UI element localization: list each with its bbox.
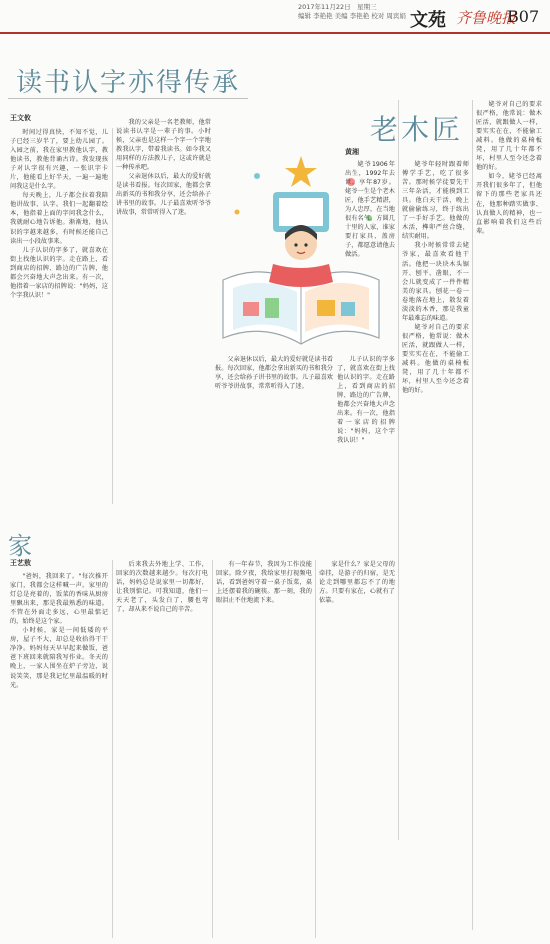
article-paragraph: 姥爷对自己的要求很严格，他常说：做木匠活，就跟做人一样，要实实在在，不能偷工减料。他做的桌椅板凳，用了几十年都不坏，村里人至今还念着他的好。: [402, 323, 469, 395]
article-paragraph: 后来我去外地上学、工作，回家的次数越来越少。每次打电话，妈妈总是说家里一切都好，让我别惦记。可我知道，他们一天天老了，头发白了，腰也弯了，却从来不说自己的辛苦。: [116, 561, 208, 614]
article-paragraph: 儿子认识的字多了，就喜欢在街上找他认识的字。走在路上，看到商店的招牌、路边的广告牌，他都会兴奋地大声念出来。有一次，他指着一家店的招牌说："妈妈，这个字我认识！": [337, 356, 395, 445]
article-author: 黄湘: [345, 148, 359, 156]
article-title: 读书认字亦得传承: [16, 68, 241, 98]
column-divider: [398, 100, 399, 840]
article-paragraph: 家是什么？家是父母的牵挂，是游子的归宿，是无论走到哪里都忘不了的地方。只要有家在，心就有了依靠。: [319, 561, 395, 605]
article-paragraph: "爸妈，我回来了。"每次推开家门，我都会这样喊一声。家里的灯总是亮着的，饭菜的香味从厨房里飘出来，那是我最熟悉的味道。不管在外面走多远，心里最惦记的，始终是这个家。: [10, 573, 108, 626]
article-paragraph: 儿子认识的字多了，就喜欢在街上找他认识的字。走在路上，看到商店的招牌、路边的广告牌，他都会兴奋地大声念出来。有一次，他指着一家店的招牌说："妈妈，这个字我认识！": [10, 246, 108, 299]
article-paragraph: 我小时候常常去姥爷家，最喜欢看他干活。他把一块块木头锯开、刨平、凿眼，不一会儿就变成了一件件精美的家具。刨花一卷一卷地落在地上，散发着淡淡的木香，那是我童年最难忘的味道。: [402, 242, 469, 322]
article-paragraph: 有一年春节，我因为工作没能回家。除夕夜，我给家里打视频电话，看到爸妈守着一桌子饭菜，桌上还摆着我的碗筷。那一刻，我的眼泪止不住地流下来。: [216, 561, 312, 605]
newspaper-logo: 齐鲁晚报: [456, 9, 517, 27]
article-column: [116, 560, 208, 938]
article-column: [10, 572, 108, 938]
article-column: [116, 118, 211, 504]
article-paragraph: 姥爷年轻时跟着师傅学手艺，吃了很多苦。那时候学徒要先干三年杂活，才能摸到工具。他白天干活，晚上就偷偷练习，终于练出了一手好手艺。他做的木活，榫卯严丝合缝，结实耐用。: [402, 161, 469, 241]
header-rule: [0, 32, 550, 34]
article-paragraph: 姥爷对自己的要求很严格，他常说：做木匠活，就跟做人一样，要实实在在，不能偷工减料。他做的桌椅板凳，用了几十年都不坏，村里人至今还念着他的好。: [476, 101, 542, 172]
article-paragraph: 每天晚上，儿子都会拉着我陪他讲故事、认字。我们一起翻着绘本，他指着上面的字问我念什么，我就耐心地告诉他。渐渐地，他认识的字越来越多，有时候还能自己读出一小段故事来。: [10, 192, 108, 245]
column-divider: [112, 560, 113, 938]
section-name: 文苑: [410, 10, 446, 31]
article-column: [319, 560, 395, 938]
column-divider: [212, 560, 213, 938]
title-rule: [8, 98, 248, 99]
article-paragraph: 我的父亲是一名老教师，他常说读书认字是一辈子的事。小时候，父亲也是这样一个字一个字地教我认字，带着我读书。如今我又用同样的方法教儿子，这或许就是一种传承吧。: [116, 119, 211, 172]
article-column: [216, 560, 312, 938]
page-header: [0, 0, 550, 32]
article-paragraph: 姥爷1906年出生，1992年去世，享年87岁。姥爷一生是个老木匠，他手艺精湛，为人忠厚，在当地很有名气。方圆几十里的人家，谁家要打家具、盖房子，都愿意请他去做活。: [345, 161, 395, 259]
column-divider: [472, 100, 473, 930]
header-proofreader: 校对 周宾娟: [371, 12, 406, 20]
article-column: [345, 160, 395, 350]
article-author: 王艺敖: [10, 559, 31, 567]
header-editor: 编辑 李艳艳: [298, 12, 333, 20]
column-divider: [315, 560, 316, 938]
page-number: B07: [507, 7, 540, 26]
article-paragraph: 如今，姥爷已经离开我们很多年了，但他留下的那些老家具还在，他那种踏实做事、认真做人的精神，也一直影响着我们这些后辈。: [476, 173, 542, 235]
article-paragraph: 时间过得真快，不知不觉，儿子已经三岁半了，要上幼儿园了。入园之前，我在家里教他认字，教他读书，教他背诵古诗。我发现孩子对认字很有兴趣，一张识字卡片，他能看上好半天，一遍一遍地问我这是什么字。: [10, 129, 108, 191]
article-paragraph: 父亲退休以后，最大的爱好就是读书看报。每次回家，他都会拿出新买的书和我分享，还会给孙子讲书里的故事。儿子最喜欢听爷爷讲故事，常常听得入了迷。: [215, 356, 333, 391]
article-column: [215, 355, 333, 505]
header-date: 2017年11月22日 星期三: [298, 3, 377, 11]
column-divider: [112, 128, 113, 504]
header-meta: [298, 3, 406, 21]
article-title: 家: [8, 532, 32, 560]
article-paragraph: 父亲退休以后，最大的爱好就是读书看报。每次回家，他都会拿出新买的书和我分享，还会给孙子讲书里的故事。儿子最喜欢听爷爷讲故事，常常听得入了迷。: [116, 173, 211, 217]
article-column: [402, 160, 469, 930]
header-designer: 美编 李艳艳: [334, 12, 370, 20]
article-column: [337, 355, 395, 505]
article-author: 王文攸: [10, 114, 31, 122]
article-title: 老木匠: [370, 113, 464, 146]
article-column: [10, 128, 108, 504]
article-column: [476, 100, 542, 930]
article-paragraph: 小时候，家是一间低矮的平房，屋子不大，却总是收拾得干干净净。妈妈每天早早起来做饭，爸爸下班回来就陪我写作业。冬天的晚上，一家人围坐在炉子旁边，说说笑笑，那是我记忆里最温暖的时光。: [10, 627, 108, 689]
